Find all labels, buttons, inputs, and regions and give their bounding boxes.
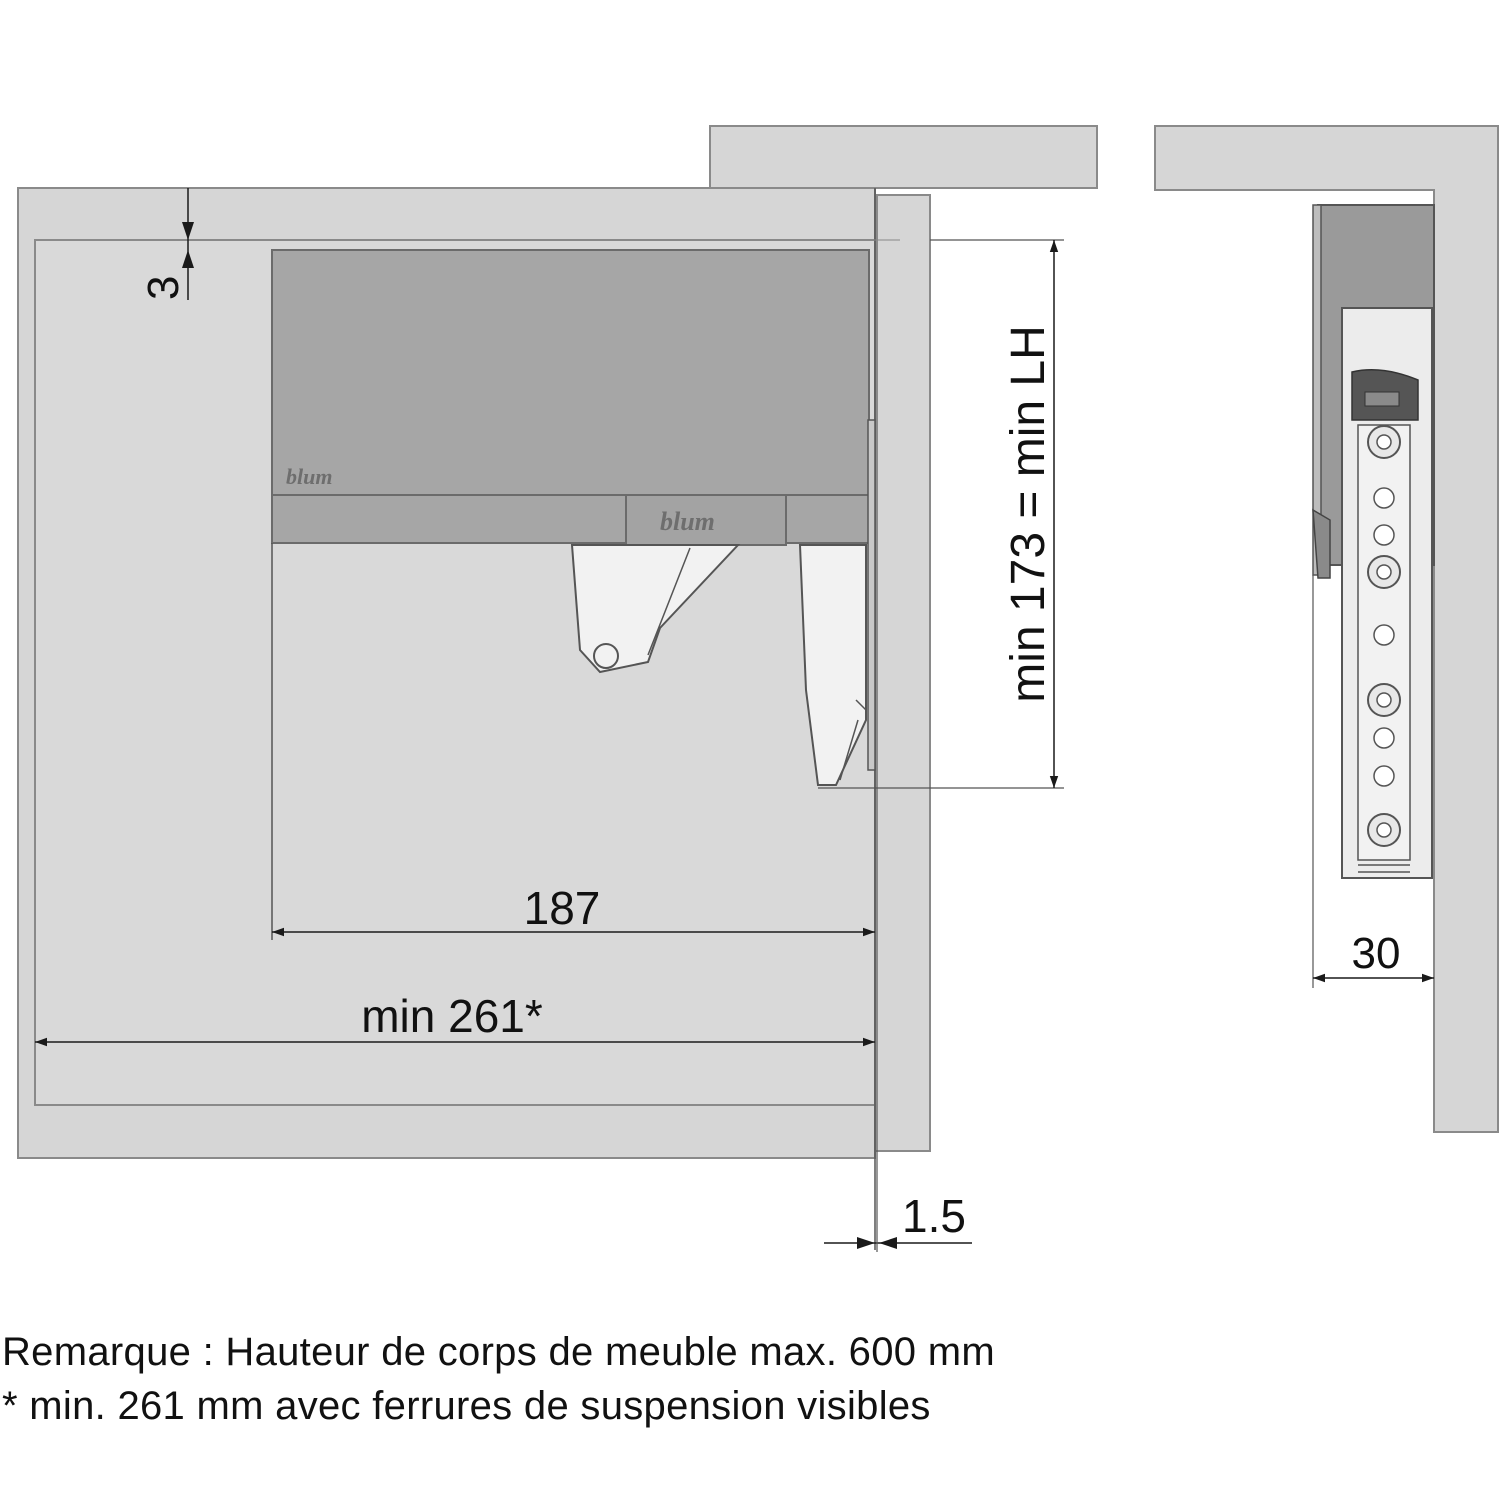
lift-housing [272,250,869,495]
door-front [877,195,930,1151]
dim-min-height-label: min 173 = min LH [1002,325,1055,703]
front-view [18,126,1097,1252]
side-view [1155,126,1498,1132]
dim-front-gap-label: 1.5 [902,1190,966,1242]
arm-pivot [594,644,618,668]
dim-side-depth-label: 30 [1351,929,1401,978]
screw-hole [1377,435,1391,449]
screw-hole [1374,625,1394,645]
remark-note: Remarque : Hauteur de corps de meuble max. 600 mm [2,1330,995,1374]
front-plate [868,420,875,770]
screw-hole [1377,693,1391,707]
dim-top-gap-label: 3 [139,275,188,300]
footnote-note: * min. 261 mm avec ferrures de suspension visibles [2,1384,931,1428]
blum-logo-cap: blum [660,507,715,536]
screw-hole [1374,766,1394,786]
dim-cabinet-width-label: min 261* [361,990,543,1042]
screw-hole [1377,823,1391,837]
blum-logo: blum [286,464,333,489]
screw-hole [1374,525,1394,545]
screw-hole [1374,488,1394,508]
dim-front-gap [824,1150,972,1252]
top-panel [710,126,1097,188]
clip-slot [1365,392,1399,406]
screw-hole [1374,728,1394,748]
lift-side-profile [1313,205,1434,878]
screw-hole [1377,565,1391,579]
dim-lift-width-label: 187 [523,882,601,934]
